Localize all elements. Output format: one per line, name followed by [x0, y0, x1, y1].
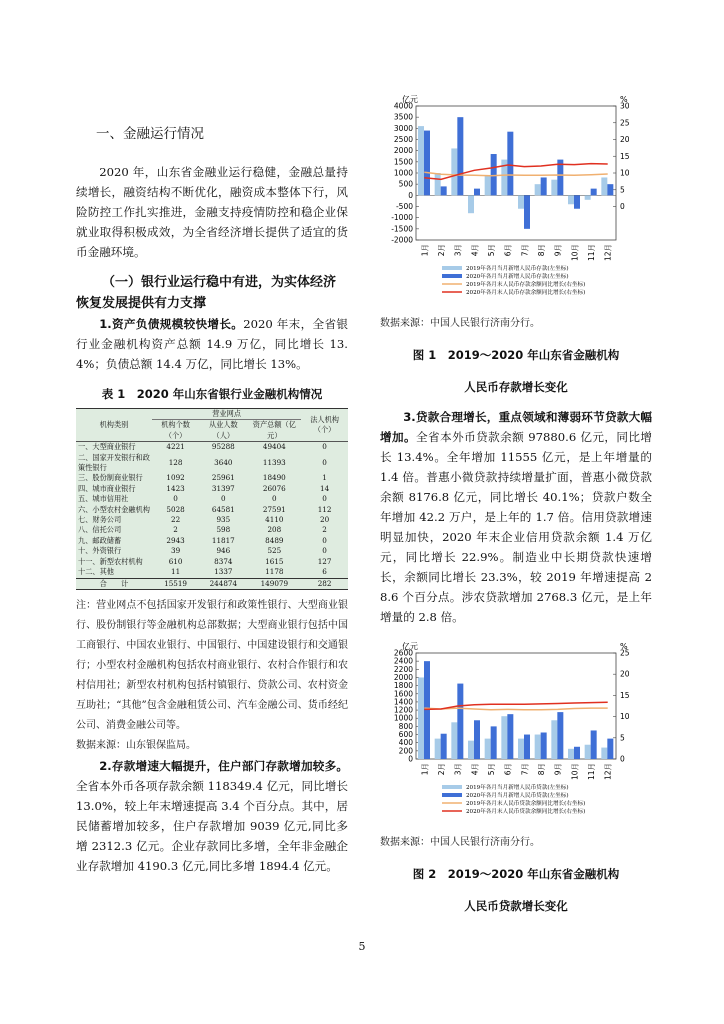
table-cell-count: 39 — [171, 546, 181, 556]
table-cell-name: 十二、其他 — [78, 567, 114, 577]
table-cell-staff: 31397 — [211, 483, 235, 493]
figure1-caption-line1: 图 1 2019～2020 年山东省金融机构 — [412, 348, 620, 362]
header-staff: 从业人数（人） — [199, 420, 247, 442]
table-row — [76, 536, 348, 546]
table-cell-assets: 11393 — [262, 457, 286, 467]
bar-2019 — [585, 195, 591, 199]
bar-2020 — [574, 747, 580, 759]
table-cell-legal: 1 — [322, 473, 327, 483]
bar-2019 — [568, 749, 574, 759]
header-count: 机构个数（个） — [152, 420, 199, 442]
table-cell-legal: 6 — [322, 567, 327, 577]
table-cell-staff: 946 — [216, 546, 231, 556]
table-caption: 表 1 2020 年山东省银行业金融机构情况 — [101, 387, 323, 401]
category-label: 1月 — [420, 763, 430, 776]
series-line-2019 — [424, 708, 607, 710]
bar-2020 — [457, 117, 463, 195]
right-tick-label: 5 — [620, 733, 625, 743]
left-tick-label: 1800 — [393, 681, 413, 691]
paragraph-body: 全省本外币各项存款余额 118349.4 亿元，同比增长 13.0%，较上年末增速提高 3.4 个百分点。其中，居民储蓄增加较多，住户存款增加 9039 亿元,同比多增 2312.3 亿元。企业存款同比多增，全年非金融企业存款增加 4190.3 亿元,同比多增 1894.4 亿元。 — [76, 778, 348, 873]
bar-2019 — [551, 720, 557, 759]
category-label: 8月 — [537, 244, 546, 257]
bar-2019 — [451, 722, 457, 759]
table-cell-staff: 935 — [216, 515, 231, 525]
bar-2019 — [535, 735, 541, 759]
table-cell-assets: 208 — [267, 525, 282, 535]
right-tick-label: 15 — [620, 690, 630, 700]
total-legal: 282 — [301, 578, 348, 589]
intro-paragraph: 2020 年，山东省金融业运行稳健，金融总量持续增长，融资结构不断优化，融资成本整体下行，风险防控工作扎实推进，金融支持疫情防控和稳企业保就业取得积极成效，为全省经济增长提供了适宜的货币金融环境。 — [76, 165, 348, 259]
table-cell-staff: 598 — [216, 525, 231, 535]
bar-2020 — [607, 739, 613, 759]
category-label: 7月 — [520, 763, 530, 776]
table-cell-legal: 2 — [322, 525, 327, 535]
right-column — [380, 92, 652, 922]
legend-swatch — [442, 274, 462, 278]
table-cell-staff: 3640 — [214, 457, 233, 467]
table-cell-assets: 26076 — [262, 483, 286, 493]
right-tick-label: 30 — [620, 101, 630, 111]
table-cell-count: 4221 — [166, 442, 185, 452]
table-cell-name: 四、城市商业银行 — [78, 483, 136, 493]
left-tick-label: 400 — [398, 738, 413, 748]
left-tick-label: 2500 — [393, 135, 413, 144]
bar-2020 — [507, 714, 513, 759]
paragraph-lead: 1.资产负债规模较快增长。 — [99, 317, 244, 331]
table-row — [76, 557, 348, 567]
bar-2020 — [424, 131, 430, 196]
legend-label: 2019年各月当月新增人民币存款(左坐标) — [466, 266, 569, 272]
left-tick-label: 800 — [398, 721, 413, 731]
paragraph-lead: 3.贷款合理增长，重点领域和薄弱环节贷款大幅增加。 — [380, 410, 652, 444]
bar-2020 — [441, 186, 447, 195]
paragraph-assets — [76, 314, 348, 374]
bar-2020 — [591, 730, 597, 759]
table-cell-name: 二、国家开发银行和政策性银行 — [78, 452, 150, 473]
table-cell-assets: 1615 — [265, 556, 284, 566]
table-total-row — [76, 578, 348, 589]
left-tick-label: 1000 — [393, 168, 413, 178]
bar-2019 — [435, 173, 441, 195]
total-count: 15519 — [152, 578, 199, 589]
left-tick-label: 2200 — [393, 664, 413, 674]
right-tick-label: 5 — [620, 185, 625, 195]
category-label: 5月 — [487, 244, 496, 257]
figure2-caption-line2: 人民币贷款增长变化 — [464, 899, 568, 913]
legend-swatch — [442, 793, 462, 797]
category-label: 12月 — [603, 244, 613, 262]
right-axis-unit: % — [620, 642, 628, 651]
category-label: 10月 — [570, 244, 580, 262]
bar-2019 — [551, 180, 557, 196]
legend-swatch — [442, 266, 462, 270]
legend-label: 2019年各月末人民币贷款余额同比增长(右坐标) — [466, 801, 586, 807]
table-cell-legal: 127 — [317, 556, 332, 566]
bar-2020 — [524, 195, 530, 229]
table-row — [76, 494, 348, 504]
figure1-caption-line2: 人民币存款增长变化 — [464, 380, 568, 394]
category-label: 1月 — [420, 244, 430, 257]
left-tick-label: 1200 — [393, 705, 413, 715]
paragraph-lead: 2.存款增速大幅提升，住户部门存款增加较多。 — [99, 758, 348, 773]
page-number: 5 — [358, 940, 366, 953]
bank-institutions-table — [76, 408, 348, 590]
category-label: 3月 — [453, 244, 463, 257]
bar-2019 — [585, 745, 591, 759]
deposit-chart-svg — [380, 92, 652, 310]
table-row — [76, 567, 348, 578]
table-cell-staff: 25961 — [211, 473, 235, 483]
right-tick-label: 20 — [620, 135, 630, 144]
figure2-source: 数据来源：中国人民银行济南分行。 — [380, 837, 540, 848]
bar-2019 — [451, 148, 457, 195]
category-label: 8月 — [537, 763, 546, 776]
loan-chart-svg — [380, 639, 652, 829]
category-label: 11月 — [587, 244, 596, 262]
left-tick-label: 0 — [408, 754, 413, 764]
left-tick-label: 2000 — [393, 672, 413, 682]
category-label: 12月 — [603, 763, 613, 781]
bar-2020 — [541, 177, 547, 195]
left-tick-label: 2600 — [393, 648, 413, 658]
legend-label: 2019年各月当月新增人民币贷款(左坐标) — [466, 785, 569, 791]
table-row — [76, 442, 348, 453]
legend-label: 2020年各月末人民币贷款余额同比增长(右坐标) — [466, 809, 586, 815]
right-tick-label: 10 — [620, 168, 630, 178]
plot-frame — [416, 106, 616, 240]
header-category: 机构类别 — [76, 409, 152, 442]
bar-2020 — [591, 189, 597, 196]
table-cell-assets: 1178 — [265, 567, 284, 577]
bar-2020 — [557, 712, 563, 759]
category-label: 9月 — [553, 763, 563, 776]
table-cell-count: 0 — [173, 494, 178, 504]
table-cell-assets: 0 — [272, 494, 277, 504]
bar-2019 — [568, 195, 574, 204]
bar-2019 — [435, 739, 441, 759]
right-tick-label: 10 — [620, 712, 630, 722]
left-column — [76, 110, 348, 876]
table-row — [76, 473, 348, 483]
table-cell-staff: 1337 — [214, 567, 233, 577]
table-note: 注：营业网点不包括国家开发银行和政策性银行、大型商业银行、股份制银行等金融机构总部数据；大型商业银行包括中国工商银行、中国农业银行、中国银行、中国建设银行和交通银行；小型农村金融机构包括农村商业银行、农村合作银行和农村信用社；新型农村机构包括村镇银行、贷款公司、农村资金互助社；“其他”包含金融租赁公司、汽车金融公司、货币经纪公司、消费金融公司等。 — [76, 599, 348, 731]
bar-2020 — [474, 189, 480, 196]
table-cell-legal: 20 — [320, 515, 330, 525]
table-cell-name: 一、大型商业银行 — [78, 442, 136, 452]
loan-chart — [380, 639, 652, 829]
bar-2020 — [574, 195, 580, 208]
left-tick-label: 1600 — [393, 689, 413, 699]
section-title: 一、金融运行情况 — [96, 126, 204, 142]
table-cell-assets: 525 — [267, 546, 282, 556]
left-tick-label: 1500 — [393, 157, 413, 167]
bar-2019 — [485, 739, 491, 759]
header-group: 营业网点 — [152, 409, 301, 420]
table-row — [76, 546, 348, 556]
table-cell-legal: 0 — [322, 457, 327, 467]
bar-2019 — [601, 748, 607, 759]
table-cell-assets: 27591 — [262, 504, 286, 514]
right-tick-label: 15 — [620, 151, 630, 161]
bar-2020 — [474, 720, 480, 759]
right-tick-label: 25 — [620, 118, 630, 128]
total-staff: 244874 — [199, 578, 247, 589]
bar-2020 — [491, 154, 497, 195]
table-cell-staff: 64581 — [211, 504, 235, 514]
table-cell-count: 11 — [171, 567, 181, 577]
table-row — [76, 525, 348, 535]
table-cell-assets: 4110 — [265, 515, 284, 525]
paragraph-body: 2020 年末，全省银行业金融机构资产总额 14.9 万亿，同比增长 13.4%；负债总额 14.4 万亿，同比增长 13%。 — [76, 317, 348, 371]
left-tick-label: 1400 — [393, 697, 413, 707]
deposit-chart — [380, 92, 652, 310]
bar-2019 — [468, 741, 474, 759]
table-cell-name: 十一、新型农村机构 — [78, 556, 143, 566]
bar-2020 — [491, 726, 497, 759]
bar-2020 — [607, 184, 613, 195]
bar-2020 — [457, 684, 463, 759]
category-label: 2月 — [437, 244, 446, 257]
figure2-caption-line1: 图 2 2019～2020 年山东省金融机构 — [412, 867, 620, 881]
left-tick-label: 500 — [398, 179, 413, 189]
bar-2019 — [468, 195, 474, 213]
left-tick-label: 2000 — [393, 146, 413, 156]
right-tick-label: 0 — [620, 754, 625, 764]
paragraph-deposits — [76, 756, 348, 876]
table-cell-count: 128 — [168, 457, 183, 467]
table-row — [76, 484, 348, 494]
left-axis-unit: 亿元 — [402, 95, 418, 104]
category-label: 6月 — [503, 763, 513, 776]
category-label: 2月 — [437, 763, 446, 776]
table-cell-legal: 0 — [322, 494, 327, 504]
table-cell-legal: 0 — [322, 442, 327, 452]
right-tick-label: 0 — [620, 202, 625, 211]
table-cell-count: 22 — [171, 515, 181, 525]
table-cell-count: 1423 — [166, 483, 185, 493]
table-row — [76, 505, 348, 515]
header-legal: 法人机构（个） — [301, 409, 348, 442]
table-cell-name: 十、外资银行 — [78, 546, 122, 556]
bar-2019 — [418, 677, 424, 759]
legend-label: 2020年各月当月新增人民币贷款(左坐标) — [466, 793, 569, 799]
bar-2020 — [524, 735, 530, 759]
subsection-title: （一）银行业运行稳中有进，为实体经济恢复发展提供有力支撑 — [76, 275, 337, 311]
table-cell-name: 五、城市信用社 — [78, 494, 129, 504]
paragraph-body: 全省本外币贷款余额 97880.6 亿元，同比增长 13.4%。全年增加 11555 亿元，是上年增量的 1.4 倍。普惠小微贷款持续增量扩面，普惠小微贷款余额 8176.8 亿元，同比增长 40.1%；贷款户数全年增加 42.2 万户，是上年的 1.7 倍。信用贷款增速明显加快，2020 年末企业信用贷款余额 1.4 万亿元，同比增长 22.9%。制造业中长期贷款快速增长，余额同比增长 23.3%，较 2019 年增速提高 28.6 个百分点。涉农贷款增加 2768.3 亿元，是上年增量的 2.8 倍。 — [380, 430, 652, 624]
bar-2020 — [441, 734, 447, 759]
header-assets: 资产总额（亿元） — [248, 420, 302, 442]
table-cell-assets: 18490 — [262, 473, 286, 483]
table-cell-name: 八、信托公司 — [78, 525, 122, 535]
table-cell-legal: 0 — [322, 535, 327, 545]
bar-2020 — [541, 733, 547, 760]
table-cell-legal: 112 — [317, 504, 332, 514]
legend-label: 2020年各月末人民币存款余额同比增长(右坐标) — [466, 290, 586, 296]
left-tick-label: -500 — [395, 202, 413, 211]
total-label: 合 计 — [76, 578, 152, 589]
table-cell-count: 1092 — [166, 473, 185, 483]
table-row — [76, 453, 348, 474]
table-cell-count: 2943 — [166, 535, 185, 545]
table-cell-assets: 8489 — [265, 535, 284, 545]
paragraph-loans — [380, 407, 652, 627]
table-row — [76, 515, 348, 525]
left-tick-label: 200 — [398, 746, 413, 756]
bar-2019 — [418, 126, 424, 195]
left-tick-label: -1500 — [391, 224, 413, 234]
bar-2019 — [518, 195, 524, 208]
category-label: 3月 — [453, 763, 463, 776]
table-cell-staff: 95288 — [211, 442, 235, 452]
category-label: 4月 — [470, 763, 480, 776]
table-cell-legal: 0 — [322, 546, 327, 556]
left-tick-label: 2400 — [393, 656, 413, 666]
category-label: 7月 — [520, 244, 530, 257]
table-cell-legal: 14 — [320, 483, 330, 493]
total-assets: 149079 — [248, 578, 302, 589]
category-label: 5月 — [487, 763, 496, 776]
table-cell-name: 九、邮政储蓄 — [78, 535, 122, 545]
table-cell-count: 610 — [168, 556, 183, 566]
category-label: 10月 — [570, 763, 580, 781]
table-source: 数据来源：山东银保监局。 — [76, 739, 196, 751]
left-axis-unit: 亿元 — [402, 642, 418, 651]
bar-2019 — [501, 716, 507, 759]
table-cell-count: 2 — [173, 525, 178, 535]
left-tick-label: -2000 — [391, 235, 413, 245]
figure1-source: 数据来源：中国人民银行济南分行。 — [380, 318, 540, 329]
left-tick-label: 3500 — [393, 112, 413, 122]
category-label: 6月 — [503, 244, 513, 257]
left-tick-label: 1000 — [393, 713, 413, 723]
bar-2019 — [518, 739, 524, 759]
bar-2019 — [535, 184, 541, 195]
table-cell-name: 六、小型农村金融机构 — [78, 504, 150, 514]
table-cell-name: 三、股份制商业银行 — [78, 473, 143, 483]
bar-2019 — [485, 175, 491, 195]
legend-label: 2019年各月末人民币存款余额同比增长(右坐标) — [466, 282, 586, 288]
table-cell-staff: 11817 — [211, 535, 235, 545]
table-cell-assets: 49404 — [262, 442, 286, 452]
left-tick-label: 3000 — [393, 123, 413, 133]
legend-label: 2020年各月当月新增人民币存款(左坐标) — [466, 274, 569, 280]
right-tick-label: 20 — [620, 669, 630, 679]
category-label: 11月 — [587, 763, 596, 781]
left-tick-label: 600 — [398, 730, 413, 740]
left-tick-label: 0 — [408, 190, 413, 200]
category-label: 4月 — [470, 244, 480, 257]
right-tick-label: 25 — [620, 648, 630, 658]
legend-swatch — [442, 785, 462, 789]
bar-2020 — [507, 132, 513, 196]
category-label: 9月 — [553, 244, 563, 257]
table-cell-count: 5028 — [166, 504, 185, 514]
table-cell-name: 七、财务公司 — [78, 515, 122, 525]
table-cell-staff: 0 — [221, 494, 226, 504]
left-tick-label: 4000 — [393, 101, 413, 111]
bar-2019 — [601, 177, 607, 195]
right-axis-unit: % — [620, 95, 628, 104]
left-tick-label: -1000 — [391, 213, 413, 223]
table-cell-staff: 8374 — [214, 556, 233, 566]
